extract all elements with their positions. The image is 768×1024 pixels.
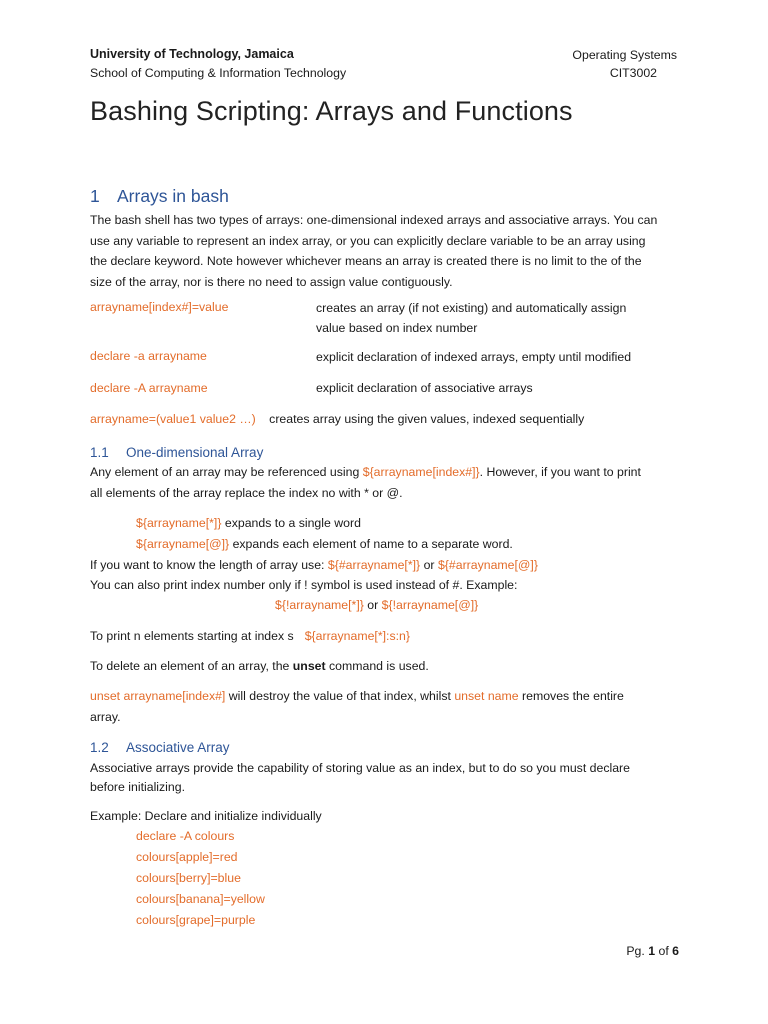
unset-line: array.: [90, 710, 121, 724]
syntax-inline-row: [90, 412, 584, 426]
section-1-number: 1: [90, 186, 100, 206]
length-line: [90, 558, 538, 572]
text: To delete an element of an array, the: [90, 659, 293, 673]
code-snippet: ${arrayname[*]:s:n}: [304, 629, 410, 643]
text: will destroy the value of that index, whilst: [225, 689, 455, 703]
text: expands to a single word: [221, 516, 361, 530]
page-number: [626, 944, 679, 958]
syntax-description: explicit declaration of associative arrays: [316, 381, 533, 395]
code-snippet: ${arrayname[@]}: [136, 537, 230, 551]
text: removes the entire: [518, 689, 624, 703]
example-label: Example: Declare and initialize individually: [90, 809, 322, 823]
header-course: Operating Systems: [572, 48, 677, 62]
syntax-description: [316, 298, 626, 338]
code-snippet: ${#arrayname[@]}: [437, 558, 538, 572]
syntax-description: creates array using the given values, indexed sequentially: [269, 412, 585, 426]
reference-paragraph-line: all elements of the array replace the index no with * or @.: [90, 486, 403, 500]
syntax-code: declare -A arrayname: [90, 381, 208, 395]
index-line: You can also print index number only if ! symbol is used instead of #. Example:: [90, 578, 518, 592]
intro-line: The bash shell has two types of arrays: one-dimensional indexed arrays and associative arrays. You can: [90, 213, 658, 227]
syntax-description-line: value based on index number: [316, 321, 478, 335]
current-page: 1: [648, 944, 656, 958]
print-n-line: [90, 629, 410, 643]
syntax-description: explicit declaration of indexed arrays, empty until modified: [316, 350, 632, 364]
section-1-heading: [90, 186, 229, 207]
code-snippet: ${!arrayname[*]}: [275, 598, 364, 612]
text: To print n elements starting at index s: [90, 629, 294, 643]
syntax-code: arrayname[index#]=value: [90, 300, 229, 314]
section-1-2-heading: [90, 740, 230, 755]
syntax-description-line: creates an array (if not existing) and automatically assign: [316, 301, 627, 315]
text: Pg.: [626, 944, 649, 958]
total-pages: 6: [672, 944, 679, 958]
syntax-code: arrayname=(value1 value2 …): [90, 412, 256, 426]
intro-line: the declare keyword. Note however whichever means an array is created there is no limit to the of the: [90, 254, 642, 268]
section-1-1-title: One-dimensional Array: [126, 445, 264, 460]
expand-line: [136, 516, 361, 530]
intro-line: size of the array, nor is there no need to assign value contiguously.: [90, 274, 453, 289]
section-1-1-heading: [90, 445, 263, 460]
syntax-code: declare -a arrayname: [90, 349, 207, 363]
text: expands each element of name to a separate word.: [229, 537, 513, 551]
header-course-code: CIT3002: [609, 66, 657, 80]
code-line: colours[grape]=purple: [136, 913, 256, 927]
code-line: declare -A colours: [136, 829, 235, 843]
text: If you want to know the length of array use:: [90, 558, 328, 572]
intro-line: use any variable to represent an index array, or you can explicitly declare variable to be an array using: [90, 233, 646, 248]
expand-line: [136, 537, 513, 551]
code-line: colours[banana]=yellow: [136, 892, 265, 906]
header-school: School of Computing & Information Technology: [90, 66, 347, 80]
code-snippet: ${arrayname[index#]}: [362, 465, 480, 479]
delete-line: [90, 659, 429, 673]
unset-line: [90, 689, 624, 703]
code-line: colours[berry]=blue: [136, 871, 241, 885]
document-title: Bashing Scripting: Arrays and Functions: [90, 96, 573, 126]
associative-paragraph-line: before initializing.: [90, 780, 186, 794]
reference-paragraph-line: [90, 465, 641, 479]
section-1-title: Arrays in bash: [117, 186, 229, 206]
section-1-intro: [90, 210, 680, 292]
keyword-unset: unset: [292, 659, 326, 673]
section-1-2-title: Associative Array: [126, 740, 230, 755]
text: . However, if you want to print: [479, 465, 641, 479]
text: or: [363, 598, 382, 612]
text: command is used.: [325, 659, 429, 673]
code-snippet: unset name: [454, 689, 519, 703]
section-1-1-number: 1.1: [90, 445, 109, 460]
code-snippet: ${#arrayname[*]}: [327, 558, 421, 572]
index-example-line: [275, 598, 478, 612]
code-snippet: unset arrayname[index#]: [90, 689, 226, 703]
section-1-2-number: 1.2: [90, 740, 109, 755]
text: Any element of an array may be referenced using: [90, 465, 363, 479]
header-university: University of Technology, Jamaica: [90, 47, 294, 61]
code-snippet: ${arrayname[*]}: [136, 516, 222, 530]
associative-paragraph-line: Associative arrays provide the capability of storing value as an index, but to do so you must declare: [90, 761, 630, 775]
text: of: [655, 944, 673, 958]
text: or: [420, 558, 438, 572]
code-snippet: ${!arrayname[@]}: [381, 598, 479, 612]
code-line: colours[apple]=red: [136, 850, 238, 864]
